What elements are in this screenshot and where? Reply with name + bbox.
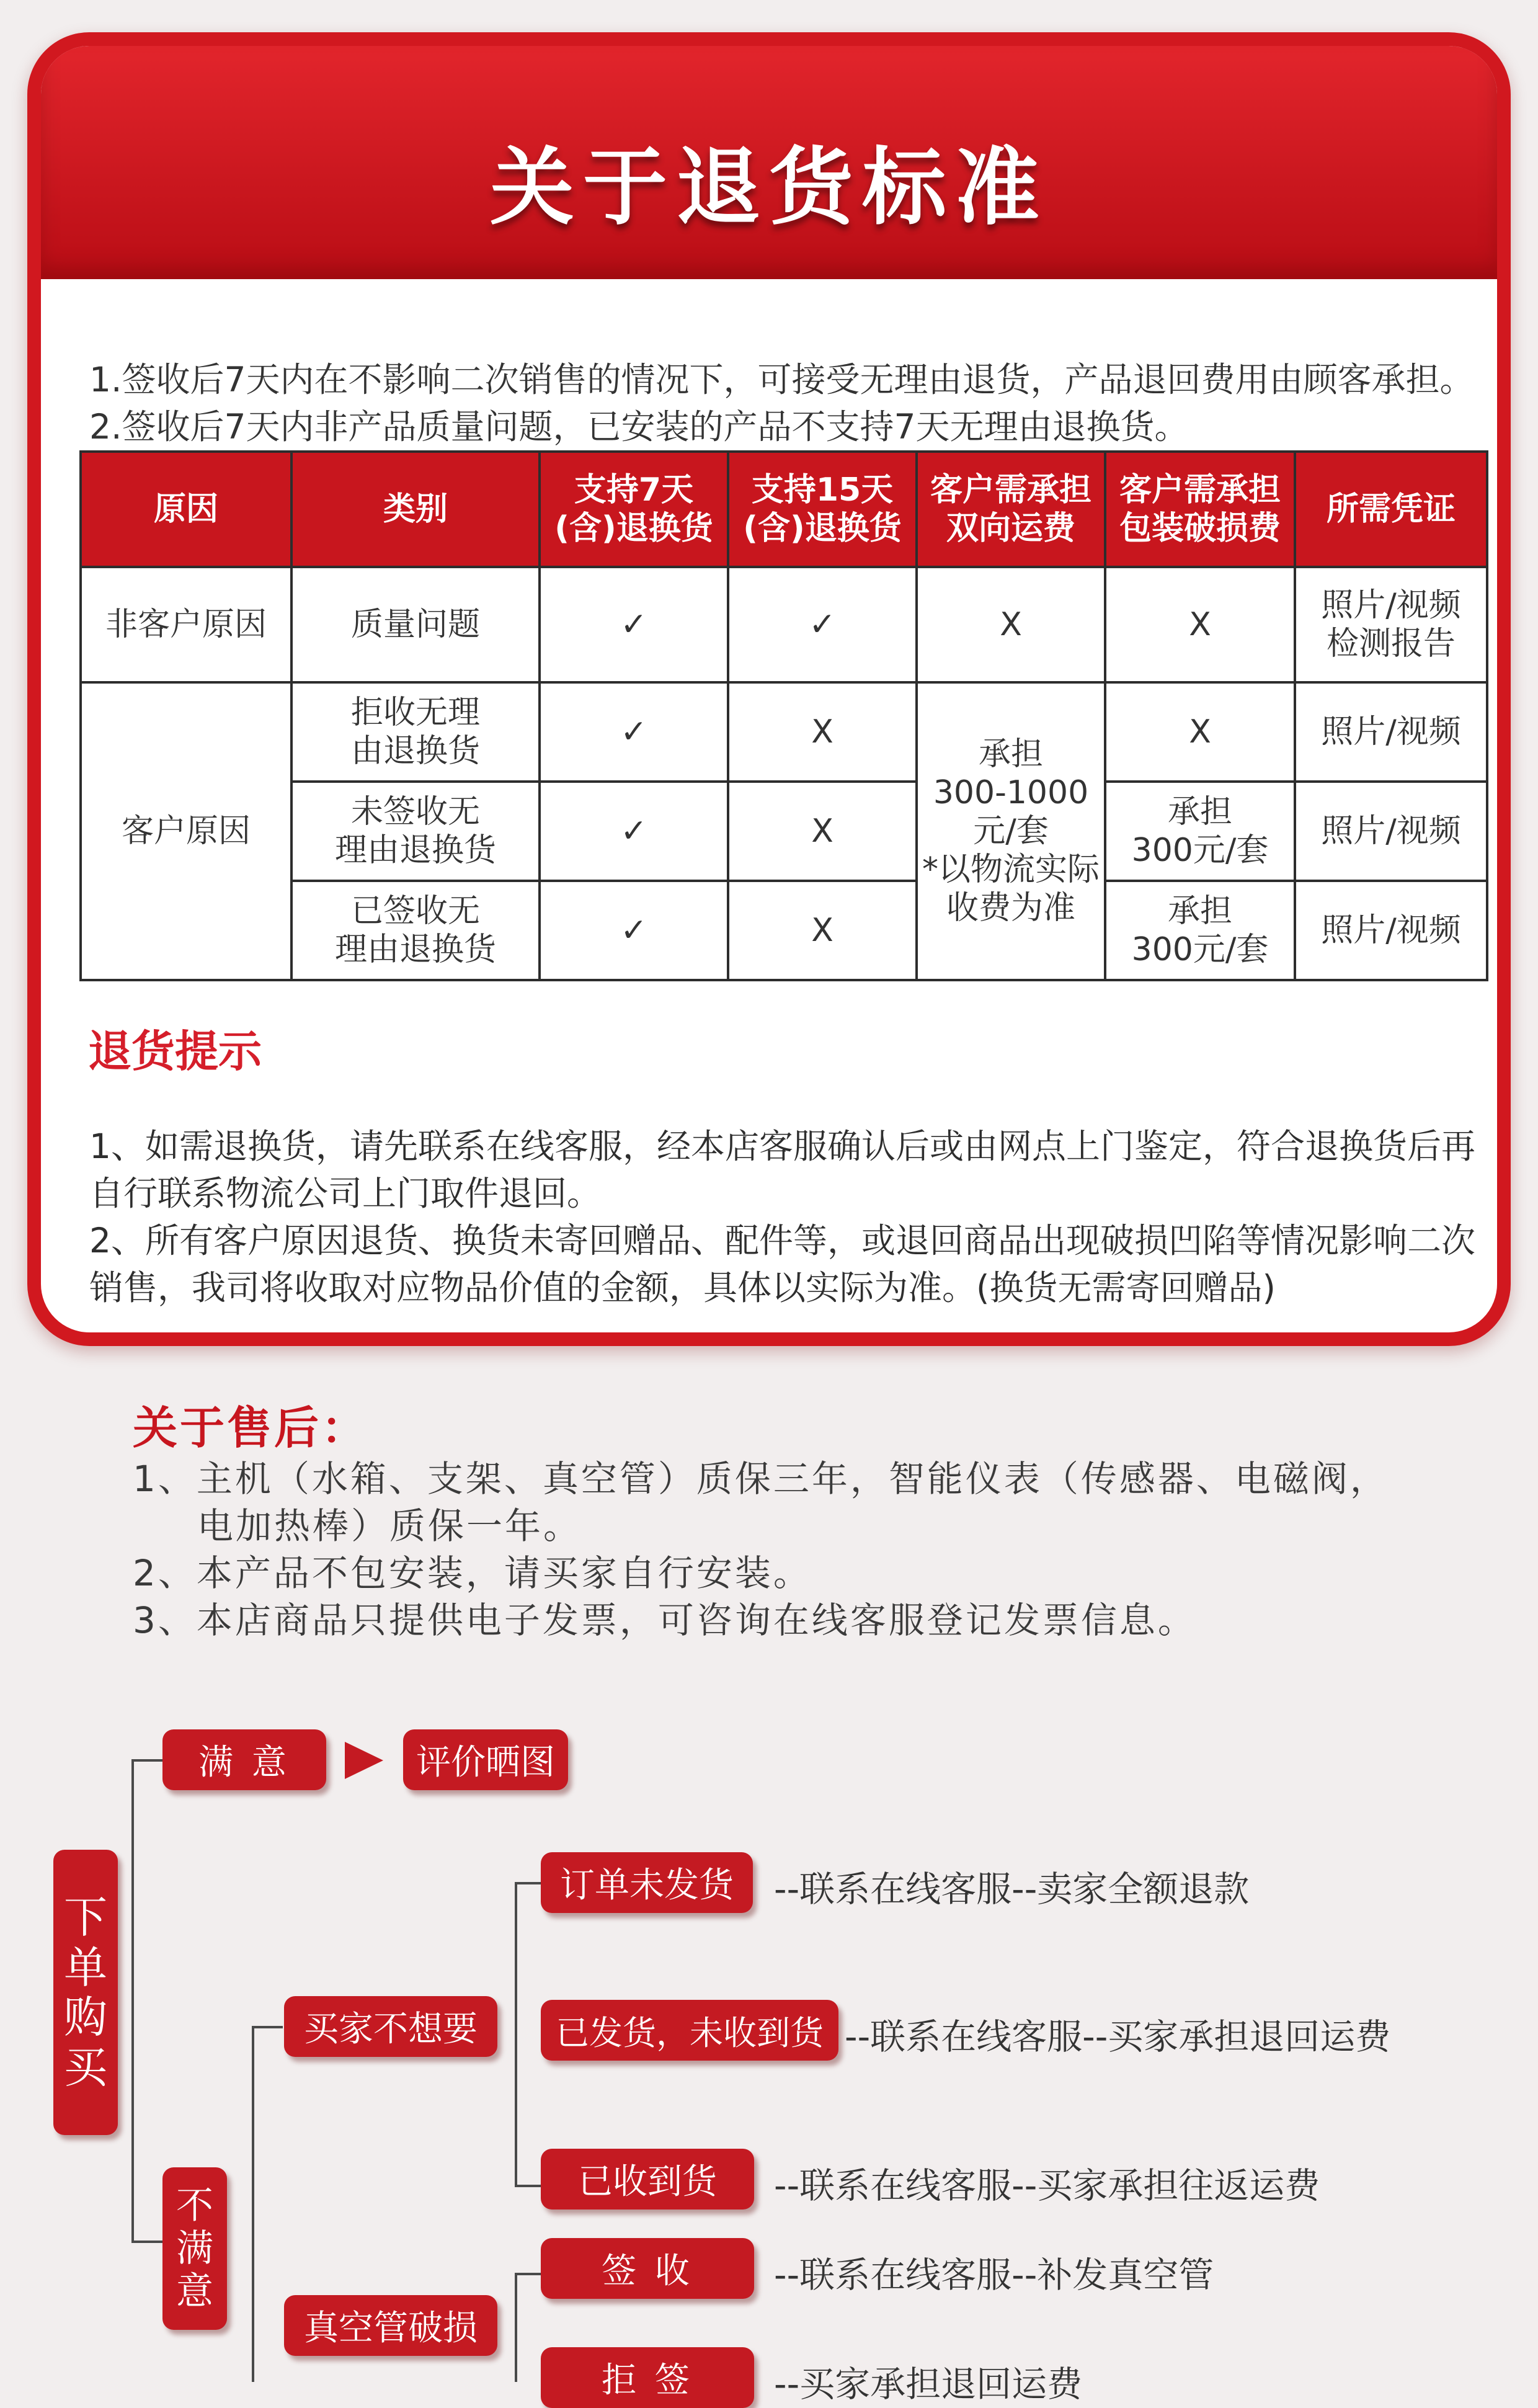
- check-icon: ✓: [540, 782, 728, 881]
- proof-cell: 照片/视频: [1295, 782, 1487, 881]
- satisfied-node: 满 意: [162, 1729, 326, 1790]
- return-standard-card: [27, 32, 1511, 1346]
- return-tips-title: 退货提示: [88, 1026, 262, 1077]
- after-sales-line: 2、本产品不包安装，请买家自行安装。: [133, 1552, 812, 1594]
- header-category: 类别: [291, 452, 540, 567]
- page-title: 关于退货标准: [490, 139, 1048, 237]
- table-header-row: [81, 452, 1487, 567]
- connector-line: [515, 1882, 541, 1884]
- rejected-action: --买家承担退回运费: [774, 2364, 1083, 2405]
- category-cell: 已签收无 理由退换货: [291, 881, 540, 980]
- tip-line: 1、如需退换货，请先联系在线客服，经本店客服确认后或由网点上门鉴定，符合退换货后再: [89, 1126, 1475, 1166]
- rule-line-1: 1.签收后7天内在不影响二次销售的情况下，可接受无理由退货，产品退回费用由顾客承担。: [89, 360, 1474, 399]
- connector-line: [515, 1882, 517, 2187]
- table-row: [81, 782, 1487, 881]
- header-shipping: 客户需承担 双向运费: [917, 452, 1105, 567]
- connector-line: [131, 2241, 164, 2243]
- check-icon: ✓: [540, 567, 728, 682]
- header-proof: 所需凭证: [1295, 452, 1487, 567]
- shipping-merged-cell: 承担 300-1000 元/套 *以物流实际 收费为准: [917, 682, 1105, 980]
- category-cell: 质量问题: [291, 567, 540, 682]
- return-policy-table: [79, 450, 1488, 981]
- category-cell: 未签收无 理由退换货: [291, 782, 540, 881]
- cross-mark: X: [728, 881, 917, 980]
- cross-mark: X: [728, 782, 917, 881]
- rejected-node: 拒 签: [541, 2347, 754, 2408]
- connector-line: [252, 2026, 283, 2028]
- after-sales-line: 1、主机（水箱、支架、真空管）质保三年，智能仪表（传感器、电磁阀，: [133, 1458, 1389, 1500]
- buyer-unwanted-node: 买家不想要: [284, 1996, 497, 2057]
- order-node: 下 单 购 买: [53, 1850, 118, 2135]
- cross-mark: X: [917, 567, 1105, 682]
- cross-mark: X: [1105, 567, 1295, 682]
- shipped-node: 已发货，未收到货: [541, 2000, 838, 2061]
- card-header: [41, 46, 1497, 279]
- cross-mark: X: [1105, 682, 1295, 782]
- reason-cell: 客户原因: [81, 682, 291, 980]
- received-node: 已收到货: [541, 2149, 754, 2210]
- connector-line: [131, 1759, 134, 2243]
- check-icon: ✓: [728, 567, 917, 682]
- proof-cell: 照片/视频 检测报告: [1295, 567, 1487, 682]
- tip-line: 自行联系物流公司上门取件退回。: [89, 1174, 602, 1213]
- category-cell: 拒收无理 由退换货: [291, 682, 540, 782]
- review-node: 评价晒图: [403, 1729, 568, 1790]
- after-sales-line: 3、本店商品只提供电子发票，可咨询在线客服登记发票信息。: [133, 1599, 1196, 1641]
- reason-cell: 非客户原因: [81, 567, 291, 682]
- connector-line: [515, 2185, 541, 2187]
- proof-cell: 照片/视频: [1295, 682, 1487, 782]
- after-sales-title: 关于售后：: [133, 1402, 369, 1454]
- table-row: [81, 881, 1487, 980]
- connector-line: [252, 2026, 254, 2382]
- arrow-right-icon: [345, 1742, 383, 1779]
- unsatisfied-node: 不 满 意: [162, 2167, 227, 2330]
- received-action: --联系在线客服--买家承担往返运费: [774, 2165, 1320, 2206]
- connector-line: [515, 2273, 541, 2275]
- shipped-action: --联系在线客服--买家承担退回运费: [845, 2017, 1391, 2058]
- rule-line-2: 2.签收后7天内非产品质量问题，已安装的产品不支持7天无理由退换货。: [89, 407, 1189, 447]
- header-reason: 原因: [81, 452, 291, 567]
- connector-line: [515, 2273, 517, 2382]
- tip-line: 销售，我司将收取对应物品价值的金额，具体以实际为准。(换货无需寄回赠品): [89, 1268, 1276, 1308]
- packaging-cell: 承担 300元/套: [1105, 881, 1295, 980]
- tip-line: 2、所有客户原因退货、换货未寄回赠品、配件等，或退回商品出现破损凹陷等情况影响二次: [89, 1221, 1475, 1260]
- signed-node: 签 收: [541, 2238, 754, 2299]
- signed-action: --联系在线客服--补发真空管: [774, 2255, 1214, 2296]
- cross-mark: X: [728, 682, 917, 782]
- not-shipped-action: --联系在线客服--卖家全额退款: [774, 1869, 1250, 1910]
- not-shipped-node: 订单未发货: [541, 1852, 753, 1913]
- table-row: [81, 567, 1487, 682]
- connector-line: [131, 1759, 164, 1762]
- proof-cell: 照片/视频: [1295, 881, 1487, 980]
- table-row: [81, 682, 1487, 782]
- after-sales-line: 电加热棒）质保一年。: [197, 1505, 582, 1547]
- tube-broken-node: 真空管破损: [284, 2295, 497, 2356]
- check-icon: ✓: [540, 682, 728, 782]
- header-packaging: 客户需承担 包装破损费: [1105, 452, 1295, 567]
- check-icon: ✓: [540, 881, 728, 980]
- header-7day: 支持7天 (含)退换货: [540, 452, 728, 567]
- header-15day: 支持15天 (含)退换货: [728, 452, 917, 567]
- packaging-cell: 承担 300元/套: [1105, 782, 1295, 881]
